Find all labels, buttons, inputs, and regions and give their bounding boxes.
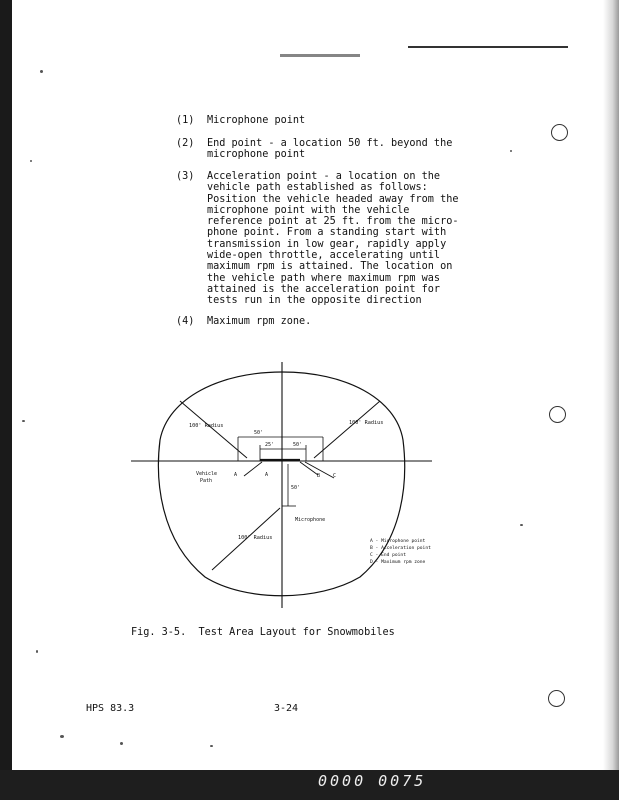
list-number: (4) bbox=[176, 316, 195, 327]
dimension-label-vertical: 50' bbox=[291, 485, 301, 491]
list-text: Maximum rpm zone. bbox=[207, 316, 312, 327]
legend-item: B - Acceleration point bbox=[370, 546, 431, 551]
list-text: End point - a location 50 ft. beyond the microphone point bbox=[207, 138, 453, 161]
point-label-c: C bbox=[333, 473, 337, 479]
radius-line-right bbox=[314, 401, 380, 458]
point-label-a-left: A bbox=[234, 472, 238, 478]
vehicle-path-label-2: Path bbox=[200, 478, 213, 484]
legend-item: A - Microphone point bbox=[370, 539, 426, 544]
dimension-label-left: 25' bbox=[265, 442, 275, 448]
radius-label-bottom: 100' Radius bbox=[238, 535, 273, 541]
point-label-b: B bbox=[317, 473, 321, 479]
vehicle-path-label: Vehicle bbox=[196, 471, 218, 477]
dimension-label-right: 50' bbox=[293, 442, 303, 448]
list-text: Microphone point bbox=[207, 115, 306, 126]
point-label-a-mid: A bbox=[265, 472, 269, 478]
figure-caption: Fig. 3-5. Test Area Layout for Snowmobiles bbox=[131, 627, 395, 638]
list-number: (2) bbox=[176, 138, 195, 149]
radius-label-left: 100' Radius bbox=[189, 423, 224, 429]
legend-item: C - End point bbox=[370, 553, 406, 558]
list-number: (1) bbox=[176, 115, 195, 126]
legend-item: D - Maximum rpm zone bbox=[370, 560, 426, 565]
dimension-label-top: 50' bbox=[254, 430, 264, 436]
list-text: Acceleration point - a location on the vehicle path established as follows: Position the vehicle headed away from the microphone point with the vehicle reference point at 25 ft. from the micro- phone point. From a standing start with transmission in low gear, rapidly apply wide-open throttle, accelerating until maximum rpm is attained. The location on the vehicle path where maximum rpm was attained is the acceleration point for tests run in the opposite direction bbox=[207, 171, 459, 307]
radius-line-left bbox=[180, 401, 247, 458]
microfilm-frame-number: 0000 0075 bbox=[318, 772, 427, 790]
microphone-label: Microphone bbox=[295, 517, 326, 523]
radius-label-right: 100' Radius bbox=[349, 420, 384, 426]
document-id: HPS 83.3 bbox=[86, 703, 135, 714]
list-number: (3) bbox=[176, 171, 195, 182]
leader-line-left bbox=[244, 462, 262, 476]
page-number: 3-24 bbox=[274, 703, 299, 714]
